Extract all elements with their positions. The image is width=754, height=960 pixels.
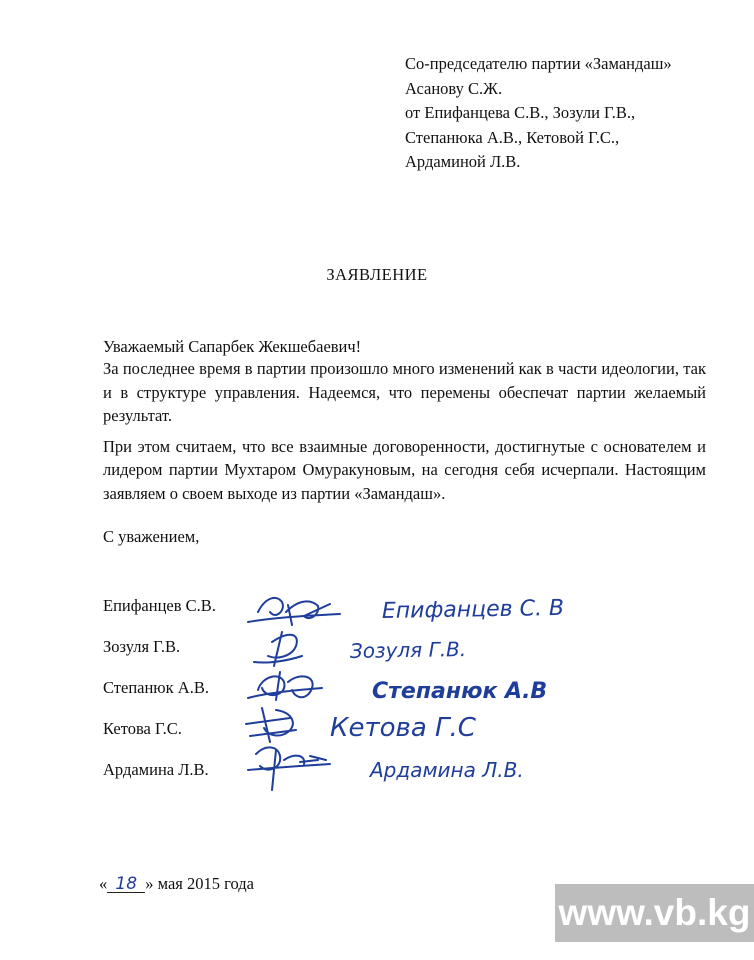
addressee-line: от Епифанцева С.В., Зозули Г.В., [405, 103, 636, 122]
signatory-name: Зозуля Г.В. [103, 637, 181, 656]
addressee-line: Степанюка А.В., Кетовой Г.С., [405, 127, 620, 147]
handwritten-name: Кетова Г.С [330, 713, 476, 743]
signature-scribble [248, 747, 330, 790]
watermark: www.vb.kg [555, 884, 754, 942]
greeting: Уважаемый Сапарбек Жекшебаевич! [103, 337, 362, 356]
signatory-name: Кетова Г.С. [103, 719, 182, 738]
signature-scribble [254, 632, 302, 666]
addressee-line: Асанову С.Ж. [405, 78, 503, 98]
addressee-line: Со-председателю партии «Замандаш» [405, 54, 672, 73]
signatory-name: Епифанцев С.В. [103, 596, 216, 615]
handwritten-name: Епифанцев С. В [381, 595, 565, 624]
date-close-quote: » [145, 874, 154, 893]
signature-scribble [248, 672, 322, 700]
date-open-quote: « [99, 874, 108, 893]
signatory-name: Степанюк А.В. [103, 678, 209, 697]
signatory-name: Ардамина Л.В. [103, 760, 209, 779]
handwritten-name: Степанюк А.В [372, 679, 548, 704]
signature-scribble [248, 598, 340, 625]
handwritten-name: Зозуля Г.В. [349, 636, 467, 663]
document-title: ЗАЯВЛЕНИЕ [326, 265, 428, 284]
handwritten-name: Ардамина Л.В. [370, 758, 524, 782]
addressee-line: Ардаминой Л.В. [405, 152, 521, 171]
closing: С уважением, [103, 527, 200, 546]
date-day-handwritten: 18 [107, 876, 145, 893]
date-line [99, 874, 254, 894]
paragraph: За последнее время в партии произошло много изменений как в части идеологии, так и в структуре управления. Надеемся, что перемены обеспечат партии желаемый результат. [103, 359, 706, 426]
signature-scribble [246, 708, 296, 742]
paragraph: При этом считаем, что все взаимные договоренности, достигнутые с основателем и лидером партии Мухтаром Омуракуновым, на сегодня себя исчерпали. Настоящим заявляем о своем выходе из партии «Замандаш». [103, 436, 706, 503]
date-rest: мая 2015 года [157, 874, 254, 893]
